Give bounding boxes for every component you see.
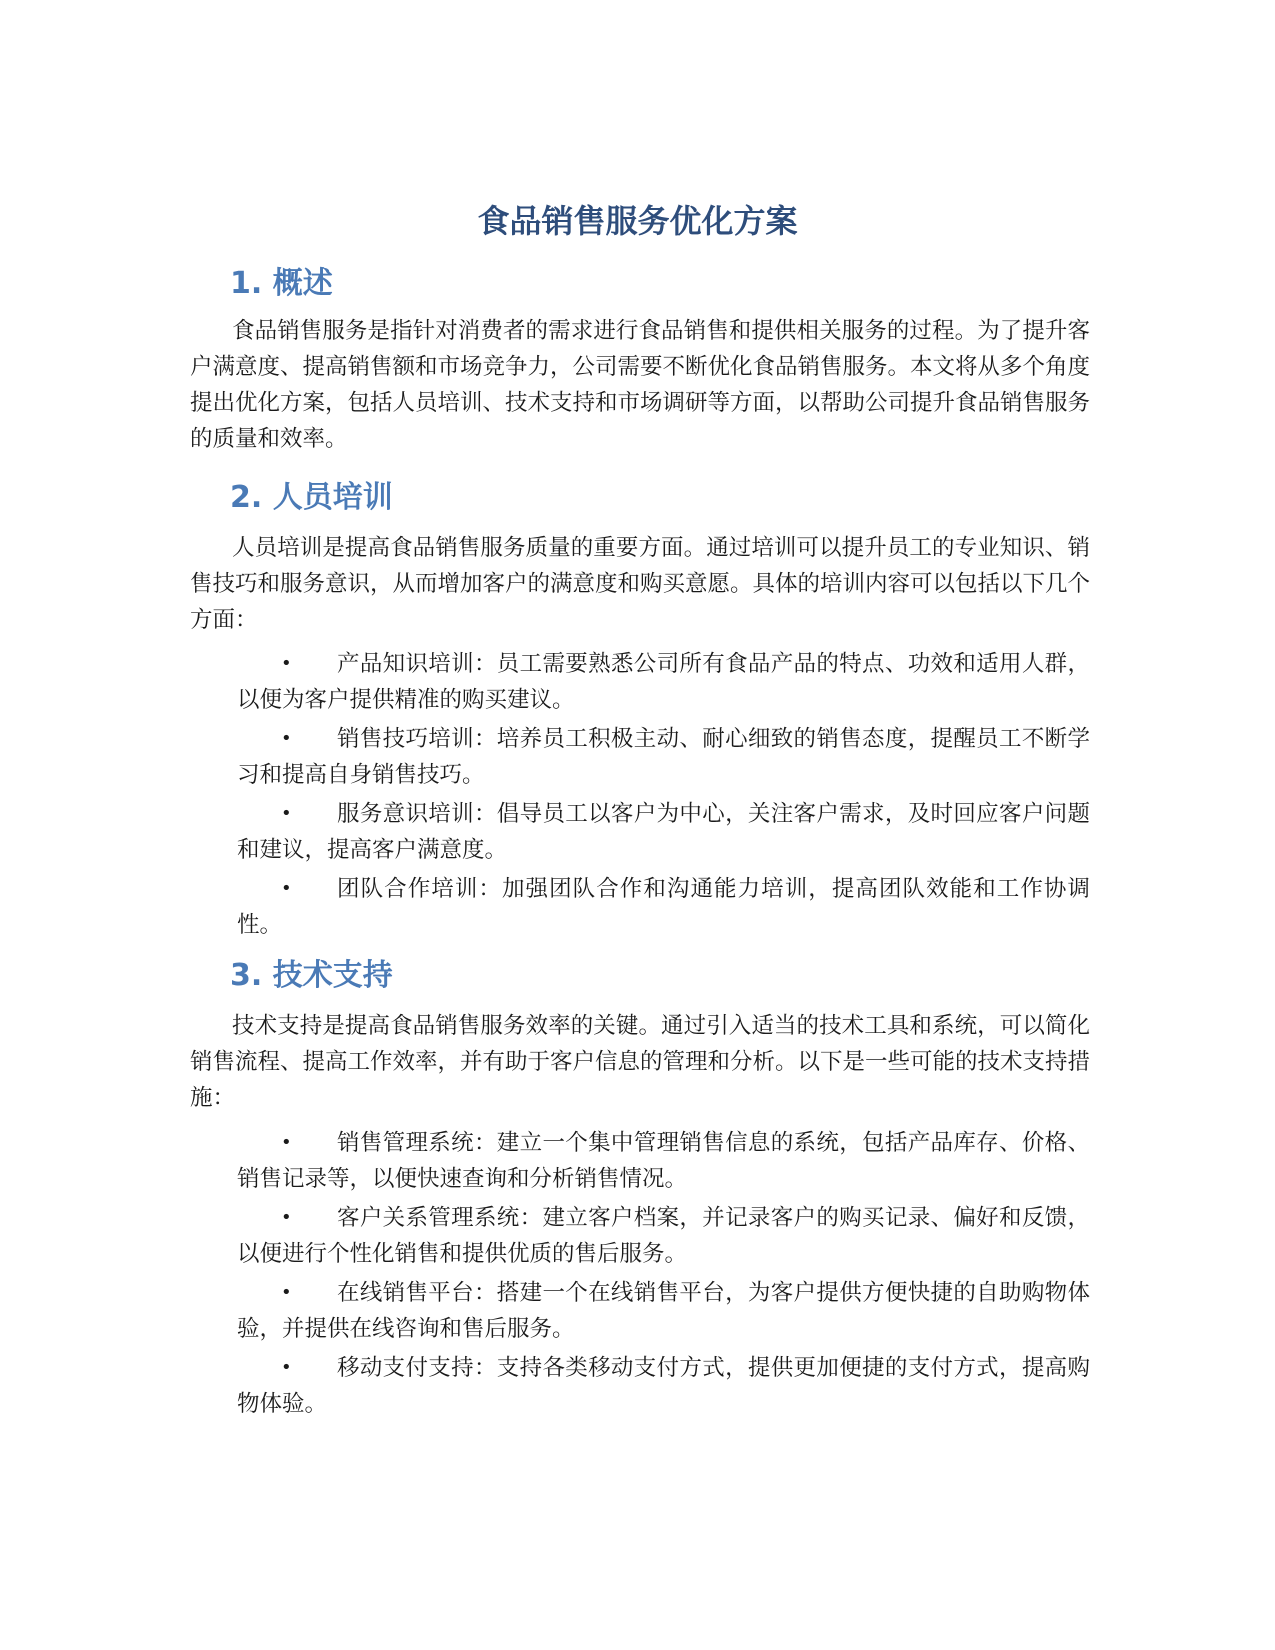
section-heading-tech-support: 3. 技术支持 — [230, 958, 393, 993]
list-item — [237, 1200, 1090, 1272]
training-list — [237, 646, 1090, 946]
list-item — [237, 871, 1090, 943]
list-item — [237, 646, 1090, 718]
list-item-text: 产品知识培训：员工需要熟悉公司所有食品产品的特点、功效和适用人群，以便为客户提供精准的购买建议。 — [237, 651, 1090, 713]
list-item-text: 服务意识培训：倡导员工以客户为中心，关注客户需求，及时回应客户问题和建议，提高客户满意度。 — [237, 801, 1090, 863]
bullet-icon: • — [281, 1132, 292, 1153]
list-item-text: 客户关系管理系统：建立客户档案，并记录客户的购买记录、偏好和反馈，以便进行个性化销售和提供优质的售后服务。 — [237, 1205, 1090, 1267]
list-item — [237, 1275, 1090, 1347]
section-heading-overview: 1. 概述 — [230, 266, 333, 301]
bullet-icon: • — [281, 878, 292, 899]
list-item-text: 在线销售平台：搭建一个在线销售平台，为客户提供方便快捷的自助购物体验，并提供在线咨询和售后服务。 — [237, 1280, 1090, 1342]
bullet-icon: • — [281, 1207, 292, 1228]
list-item-text: 销售技巧培训：培养员工积极主动、耐心细致的销售态度，提醒员工不断学习和提高自身销售技巧。 — [237, 726, 1090, 788]
list-item-text: 销售管理系统：建立一个集中管理销售信息的系统，包括产品库存、价格、销售记录等，以便快速查询和分析销售情况。 — [237, 1130, 1090, 1192]
tech-support-list — [237, 1125, 1090, 1425]
list-item — [237, 721, 1090, 793]
bullet-icon: • — [281, 728, 292, 749]
list-item-text: 移动支付支持：支持各类移动支付方式，提供更加便捷的支付方式，提高购物体验。 — [237, 1355, 1090, 1417]
list-item-text: 团队合作培训：加强团队合作和沟通能力培训，提高团队效能和工作协调性。 — [237, 876, 1090, 938]
bullet-icon: • — [281, 653, 292, 674]
list-item — [237, 1125, 1090, 1197]
list-item — [237, 796, 1090, 868]
bullet-icon: • — [281, 1357, 292, 1378]
section-paragraph-training: 人员培训是提高食品销售服务质量的重要方面。通过培训可以提升员工的专业知识、销售技巧和服务意识，从而增加客户的满意度和购买意愿。具体的培训内容可以包括以下几个方面： — [190, 535, 1091, 633]
bullet-icon: • — [281, 803, 292, 824]
section-paragraph-tech-support: 技术支持是提高食品销售服务效率的关键。通过引入适当的技术工具和系统，可以简化销售流程、提高工作效率，并有助于客户信息的管理和分析。以下是一些可能的技术支持措施： — [190, 1013, 1091, 1111]
section-heading-training: 2. 人员培训 — [230, 480, 393, 515]
list-item — [237, 1350, 1090, 1422]
bullet-icon: • — [281, 1282, 292, 1303]
document-title: 食品销售服务优化方案 — [477, 202, 798, 240]
section-paragraph-overview: 食品销售服务是指针对消费者的需求进行食品销售和提供相关服务的过程。为了提升客户满意度、提高销售额和市场竞争力，公司需要不断优化食品销售服务。本文将从多个角度提出优化方案，包括人员培训、技术支持和市场调研等方面，以帮助公司提升食品销售服务的质量和效率。 — [190, 318, 1091, 452]
